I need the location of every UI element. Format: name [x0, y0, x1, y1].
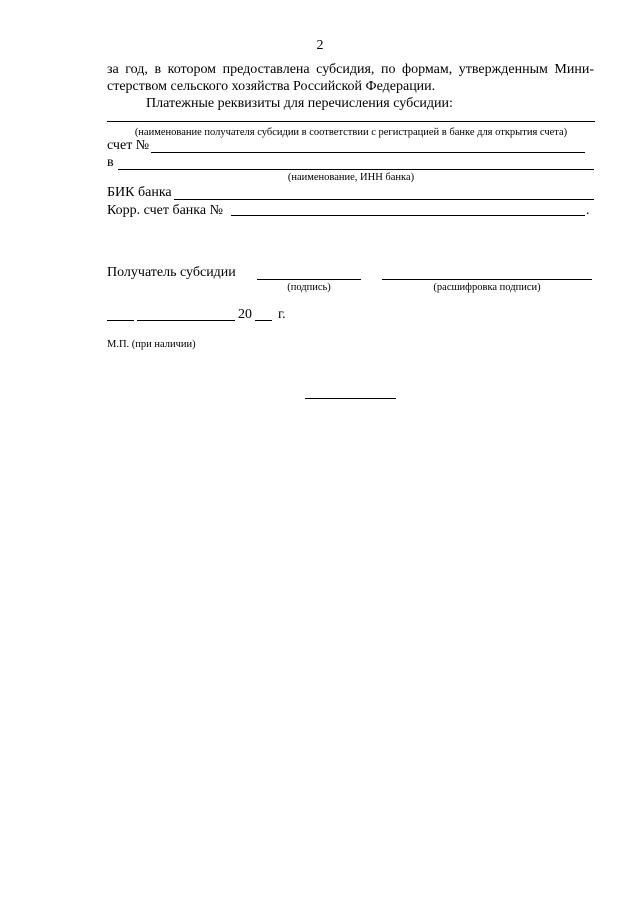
recipient-name-caption: (наименование получателя субсидии в соответствии с регистрацией в банке для открытия счета) [134, 127, 568, 138]
end-separator-line [305, 398, 396, 399]
recipient-name-field-line [107, 121, 595, 122]
account-number-label: счет № [107, 138, 150, 153]
bik-label: БИК банка [107, 185, 172, 200]
payment-details-heading: Платежные реквизиты для перечисления субсидии: [146, 96, 453, 111]
paragraph-line-1: за год, в котором предоставлена субсидия, по формам, утвержденным Мини- [107, 62, 594, 77]
signature-caption: (подпись) [287, 282, 331, 293]
stamp-note: М.П. (при наличии) [107, 339, 196, 350]
bik-field-line [174, 199, 594, 200]
date-year-field-line [255, 320, 272, 321]
page-number: 2 [316, 38, 324, 53]
paragraph-line-2: стерством сельского хозяйства Российской Федерации. [107, 79, 436, 94]
bank-field-line [118, 169, 594, 170]
bank-label: в [107, 155, 114, 170]
corr-account-field-line [231, 215, 585, 216]
subsidy-recipient-label: Получатель субсидии [107, 265, 236, 280]
corr-account-label: Корр. счет банка № [107, 203, 223, 218]
date-month-field-line [137, 320, 235, 321]
corr-account-period: . [586, 203, 590, 218]
signature-decoding-field-line [382, 279, 592, 280]
account-number-field-line [151, 152, 585, 153]
signature-field-line [257, 279, 361, 280]
signature-decoding-caption: (расшифровка подписи) [433, 282, 541, 293]
date-year-prefix: 20 [238, 307, 252, 322]
date-year-suffix: г. [278, 307, 286, 322]
bank-caption: (наименование, ИНН банка) [287, 172, 415, 183]
date-day-field-line [107, 320, 134, 321]
